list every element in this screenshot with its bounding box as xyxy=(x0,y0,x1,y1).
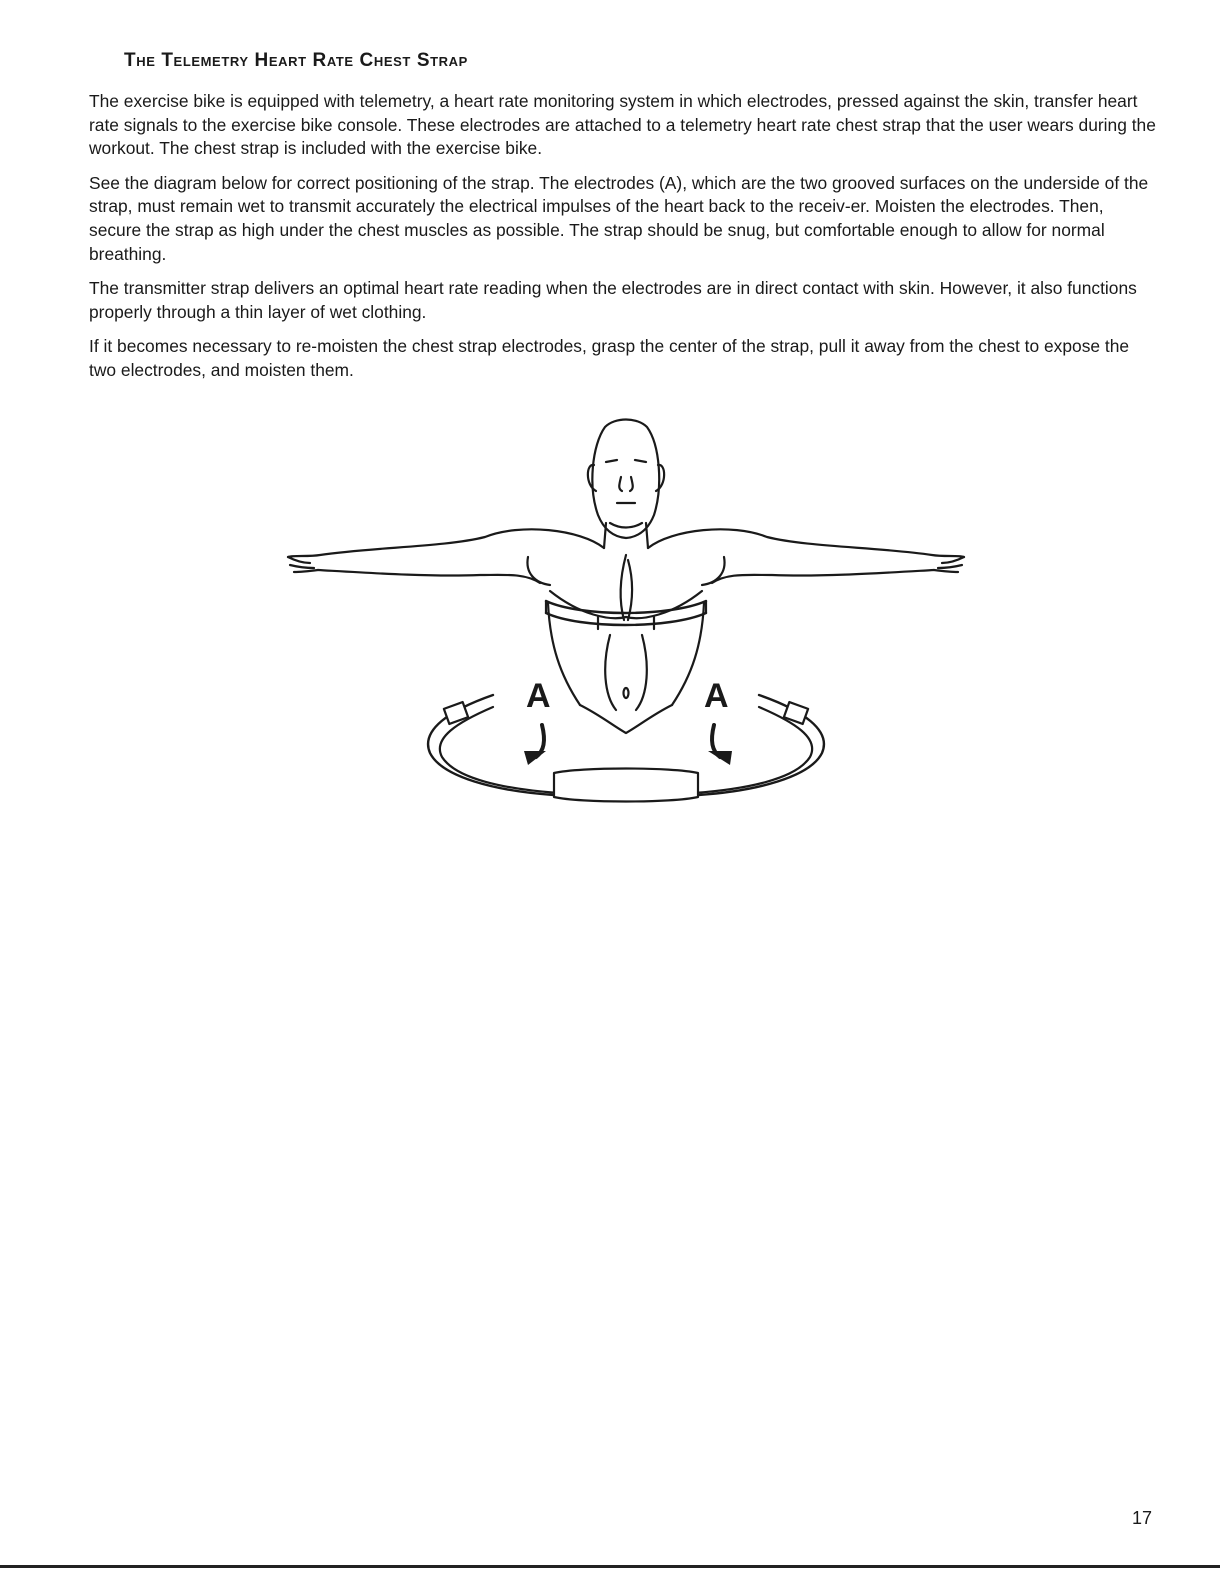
page-title: The Telemetry Heart Rate Chest Strap xyxy=(124,50,468,71)
page-bottom-rule xyxy=(0,1565,1220,1568)
torso-illustration xyxy=(288,529,964,733)
paragraph-remoisten: If it becomes necessary to re-moisten the chest strap electrodes, grasp the center of the strap, pull it away from the chest to expose the two electrodes, and moisten them. xyxy=(89,336,1130,380)
head-illustration xyxy=(588,420,664,539)
paragraph-strap-positioning: See the diagram below for correct positioning of the strap. The electrodes (A), which are the two grooved surfaces on the underside of the strap, must remain wet to transmit accurately the electrical impulses of the heart back to the receiv-er. Moisten the electrodes. Then, secure the strap as high under the chest muscles as possible. The strap should be snug, but comfortable enough to allow for normal breathing. xyxy=(89,172,1149,264)
page-number: 17 xyxy=(1131,1508,1152,1528)
chest-strap-loose xyxy=(428,695,824,802)
electrode-callout-right: A xyxy=(704,677,729,715)
paragraph-transmitter-contact: The transmitter strap delivers an optimal heart rate reading when the electrodes are in direct contact with skin. However, it also functions properly through a thin layer of wet clothing. xyxy=(89,278,1137,322)
chest-strap-diagram xyxy=(280,405,980,815)
electrode-callout-left: A xyxy=(526,677,551,715)
paragraph-telemetry-intro: The exercise bike is equipped with telemetry, a heart rate monitoring system in which electrodes, pressed against the skin, transfer heart rate signals to the exercise bike console. These electrodes are attached to a telemetry heart rate chest strap that the user wears during the workout. The chest strap is included with the exercise bike. xyxy=(89,91,1156,159)
body-text xyxy=(89,90,1157,394)
